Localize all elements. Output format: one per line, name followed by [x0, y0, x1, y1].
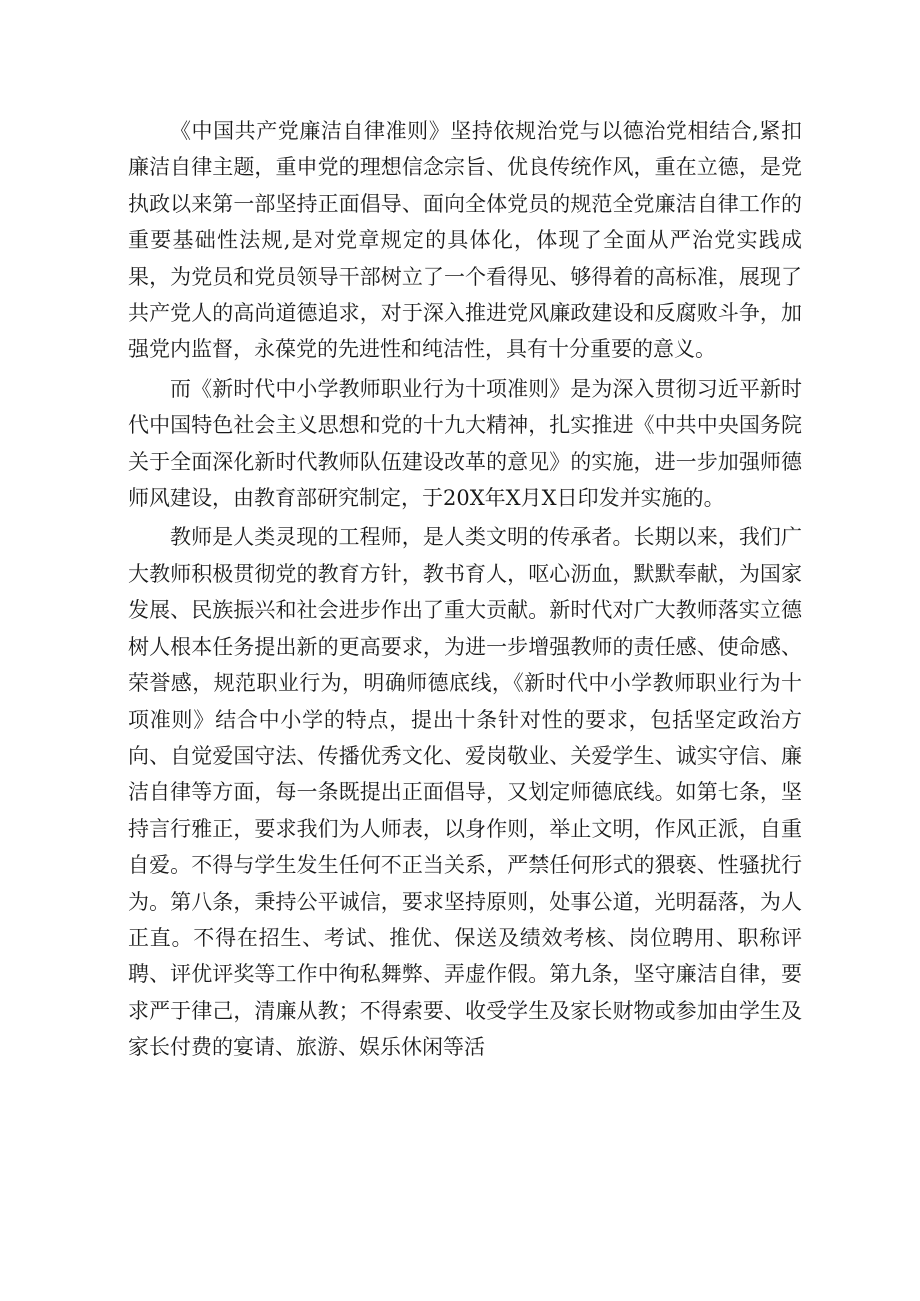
- document-body: [128, 113, 802, 1069]
- paragraph-teacher-guidelines-intro: 而《新时代中小学教师职业行为十项准则》是为深入贯彻习近平新时代中国特色社会主义思想和党的十九大精神，扎实推进《中共中央国务院关于全面深化新时代教师队伍建设改革的意见》的实施，进一步加强师德师风建设，由教育部研究制定，于20X年X月X日印发并实施的。: [128, 376, 802, 511]
- paragraph-integrity-code: 《中国共产党廉洁自律准则》坚持依规治党与以德治党相结合,紧扣廉洁自律主题，重申党的理想信念宗旨、优良传统作风，重在立德，是党执政以来第一部坚持正面倡导、面向全体党员的规范全党廉洁自律工作的重要基础性法规,是对党章规定的具体化，体现了全面从严治党实践成果，为党员和党员领导干部树立了一个看得见、够得着的高标准，展现了共产党人的高尚道德追求，对于深入推进党风廉政建设和反腐败斗争，加强党内监督，永葆党的先进性和纯洁性，具有十分重要的意义。: [128, 119, 802, 362]
- paragraph-teacher-role: 教师是人类灵现的工程师，是人类文明的传承者。长期以来，我们广大教师积极贯彻党的教育方针，教书育人，呕心沥血，默默奉献，为国家发展、民族振兴和社会进步作出了重大贡献。新时代对广大教师落实立德树人根本任务提出新的更高要求，为进一步增强教师的责任感、使命感、荣誉感，规范职业行为，明确师德底线，《新时代中小学教师职业行为十项准则》结合中小学的特点，提出十条针对性的要求，包括坚定政治方向、自觉爱国守法、传播优秀文化、爱岗敬业、关爱学生、诚实守信、廉洁自律等方面，每一条既提出正面倡导，又划定师德底线。如第七条，坚持言行雅正，要求我们为人师表，以身作则，举止文明，作风正派，自重自爱。不得与学生发生任何不正当关系，严禁任何形式的猥亵、性骚扰行为。第八条，秉持公平诚信，要求坚持原则，处事公道，光明磊落，为人正直。不得在招生、考试、推优、保送及绩效考核、岗位聘用、职称评聘、评优评奖等工作中徇私舞弊、弄虚作假。第九条，坚守廉洁自律，要求严于律己，清廉从教；不得索要、收受学生及家长财物或参加由学生及家长付费的宴请、旅游、娱乐休闲等活: [128, 525, 802, 1060]
